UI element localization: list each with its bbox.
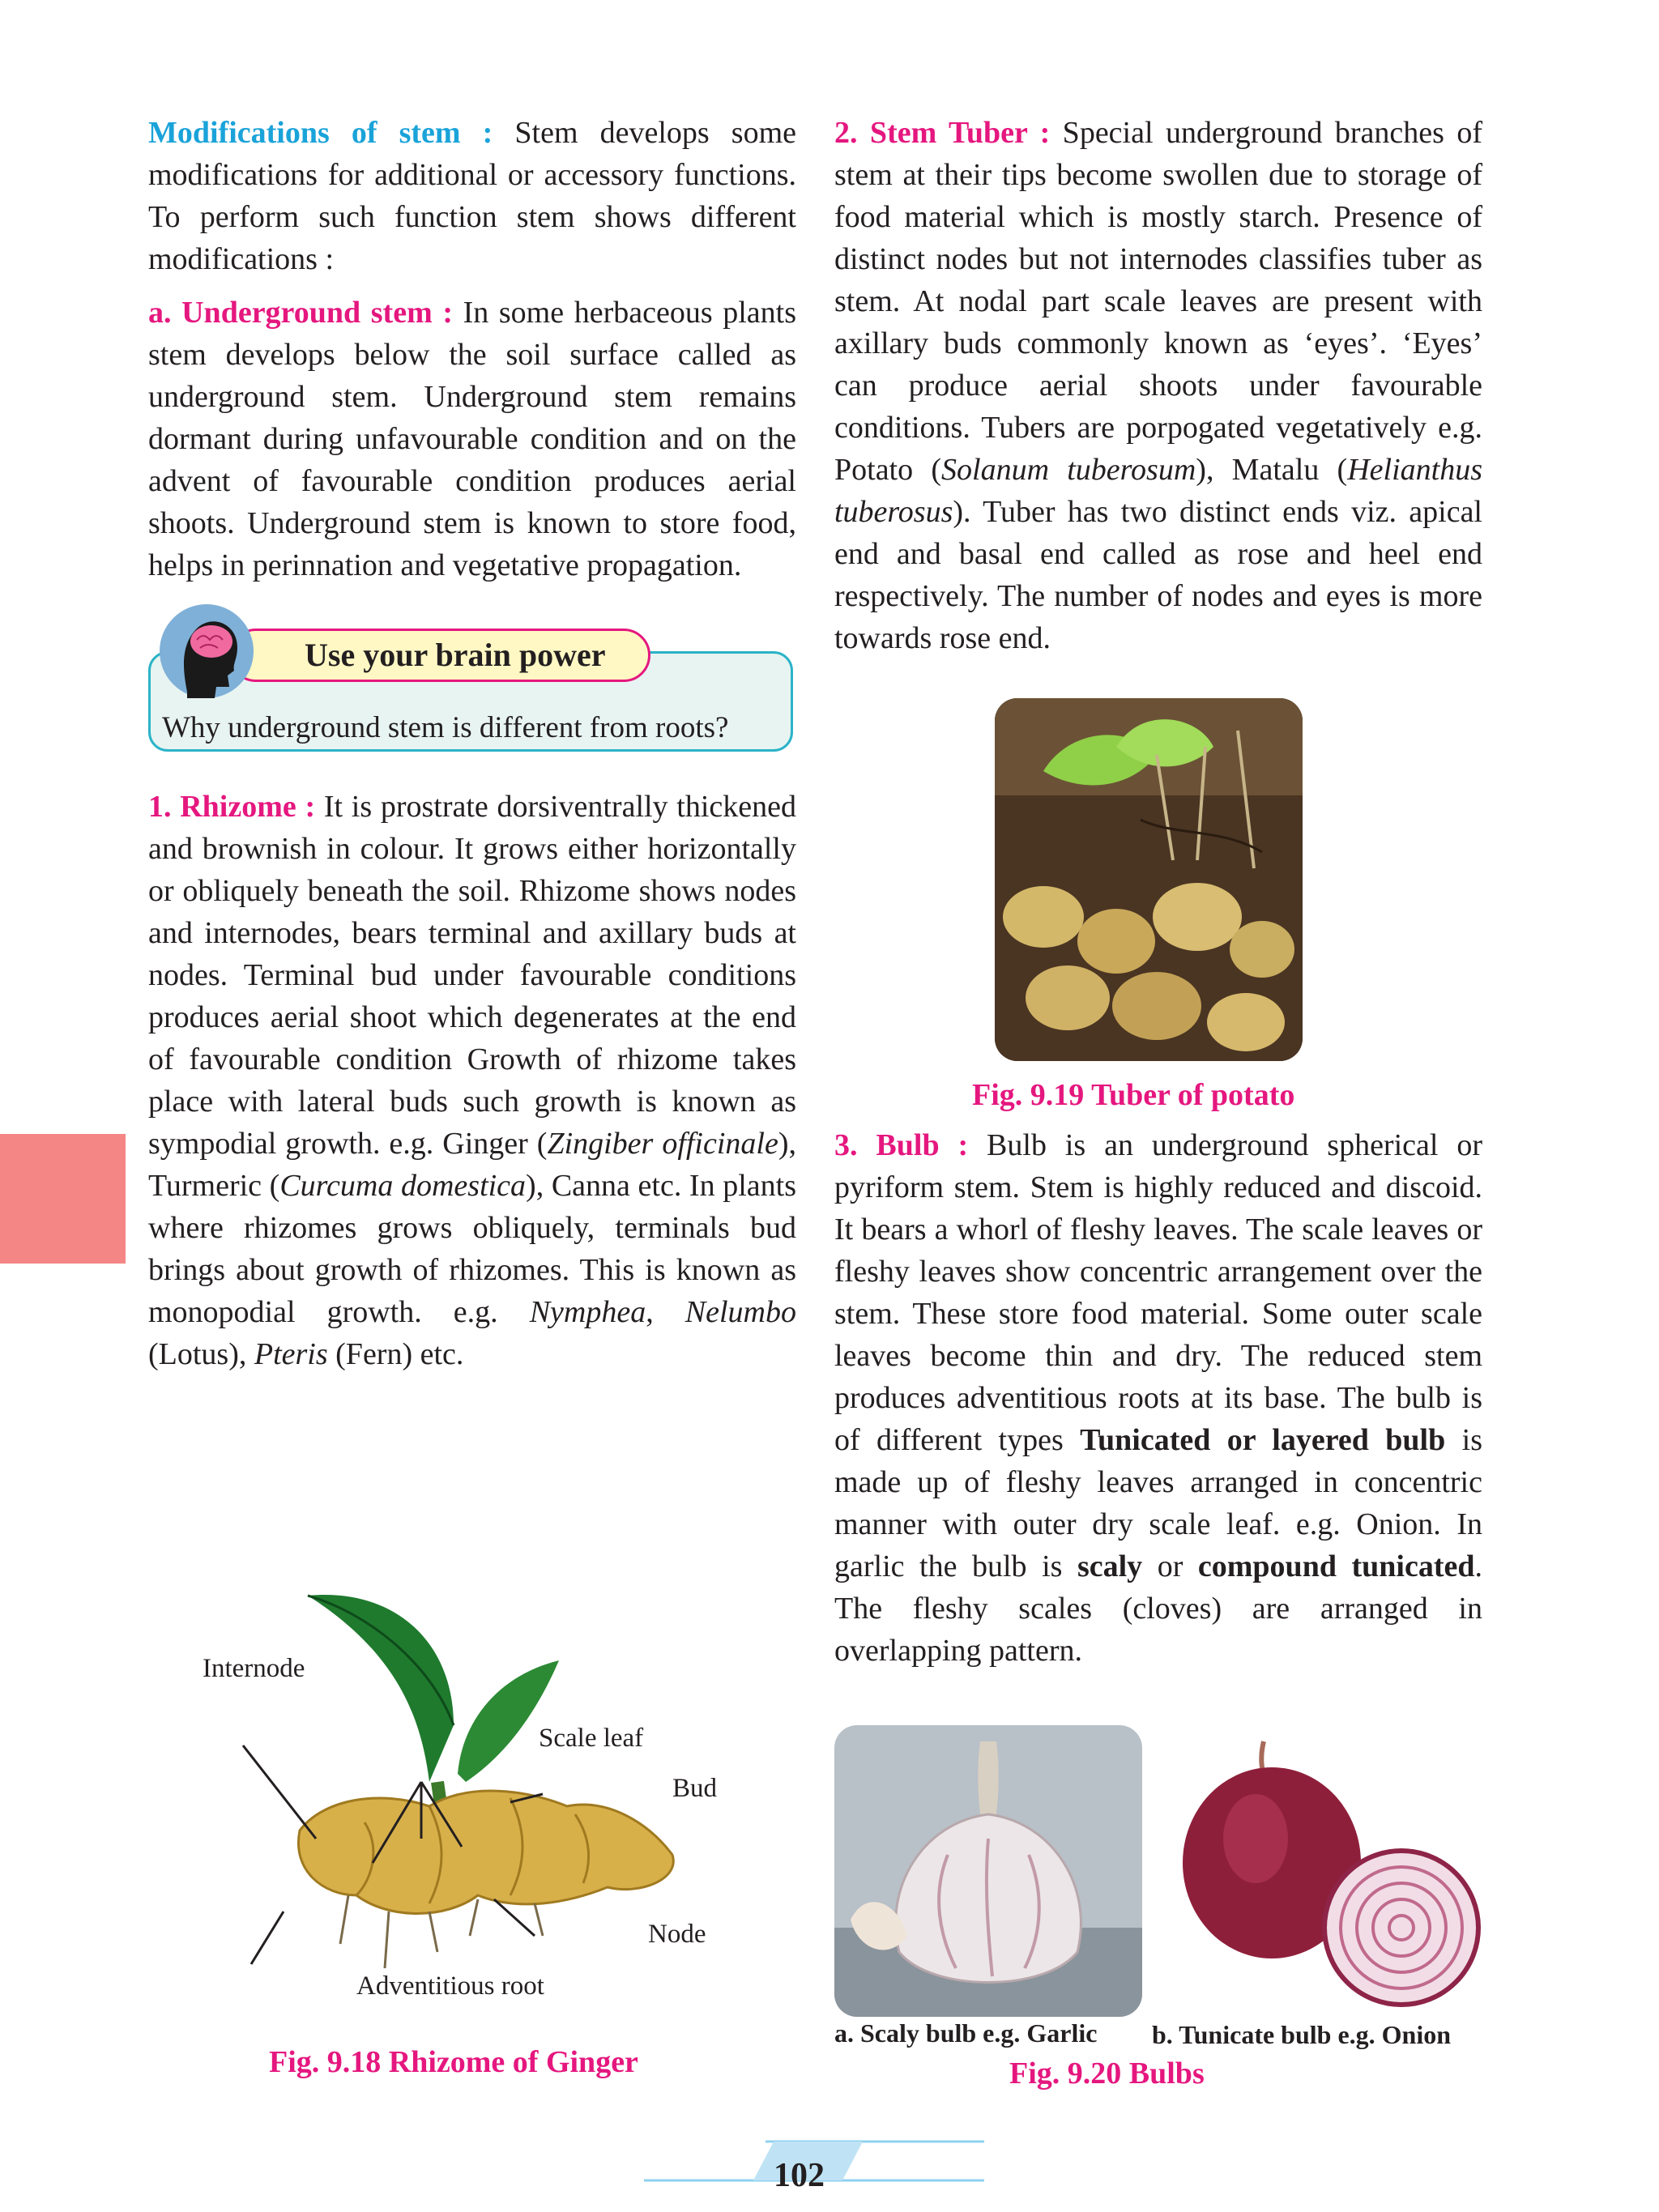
potato-photo: [995, 698, 1303, 1061]
chapter-side-tab: [0, 1134, 126, 1264]
potato-illustration: [995, 698, 1303, 1061]
fig20a-caption: a. Scaly bulb e.g. Garlic: [834, 2018, 1098, 2048]
onion-photo: [1166, 1725, 1482, 2017]
tuber-paragraph: 2. Stem Tuber : Special underground branches of stem at their tips become swollen due to storage of food material which is mostly starch. Presence of distinct nodes but not internodes classifies tuber as stem. At nodal part scale leaves are present with axillary buds commonly known as ‘eyes’. ‘Eyes’ can produce aerial shoots under favourable conditions. Tubers are porpogated vegetatively e.g. Potato (Solanum tuberosum), Matalu (Helianthus tuberosus). Tuber has two distinct ends viz. apical end and basal end called as rose and heel end respectively. The number of nodes and eyes is more towards rose end.: [834, 116, 1483, 655]
modifications-paragraph: Modifications of stem : Stem develops some modifications for additional or accessory functions. To perform such function stem shows different modifications :: [148, 116, 797, 276]
modifications-title: Modifications of stem :: [148, 116, 493, 150]
underground-paragraph: a. Underground stem : In some herbaceous plants stem develops below the soil surface called as underground stem. Underground stem remains dormant during unfavourable condition and on the advent of favourable condition produces aerial shoots. Underground stem is known to store food, helps in perinnation and vegetative propagation.: [148, 296, 797, 582]
garlic-photo: [834, 1725, 1142, 2017]
garlic-illustration: [834, 1725, 1142, 2017]
label-node: Node: [648, 1920, 706, 1949]
rhizome-paragraph: 1. Rhizome : It is prostrate dorsiventrally thickened and brownish in colour. It grows either horizontally or obliquely beneath the soil. Rhizome shows nodes and internodes, bears terminal and axillary buds at nodes. Terminal bud under favourable conditions produces aerial shoot which degenerates at the end of favourable condition Growth of rhizome takes place with lateral buds such growth is known as sympodial growth. e.g. Ginger (Zingiber officinale), Turmeric (Curcuma domestica), Canna etc. In plants where rhizomes grows obliquely, terminals bud brings about growth of rhizomes. This is known as monopodial growth. e.g. Nymphea, Nelumbo (Lotus), Pteris (Fern) etc.: [148, 790, 796, 1371]
label-scale-leaf: Scale leaf: [539, 1724, 644, 1753]
bulb-title: 3. Bulb :: [834, 1128, 969, 1162]
bulb-paragraph: 3. Bulb : Bulb is an underground spherical or pyriform stem. Stem is highly reduced and discoid. It bears a whorl of fleshy leaves. The scale leaves or fleshy leaves show concentric arrangement over the stem. These store food material. Some outer scale leaves become thin and dry. The reduced stem produces adventitious roots at its base. The bulb is of different types Tunicated or layered bulb is made up of fleshy leaves arranged in concentric manner with outer dry scale leaf. e.g. Onion. In garlic the bulb is scaly or compound tunicated. The fleshy scales (cloves) are arranged in overlapping pattern.: [834, 1128, 1482, 1668]
underground-title: a. Underground stem :: [148, 296, 453, 330]
brain-head-icon: [158, 603, 255, 703]
rhizome-title: 1. Rhizome :: [148, 790, 316, 824]
ginger-figure: [186, 1515, 770, 2001]
brain-question: Why underground stem is different from roots?: [162, 711, 729, 744]
label-adventitious-root: Adventitious root: [356, 1971, 544, 2001]
bulb-section: [834, 1124, 1482, 1677]
fig20-caption: Fig. 9.20 Bulbs: [1009, 2056, 1205, 2091]
brain-title: Use your brain power: [229, 629, 650, 682]
tuber-title: 2. Stem Tuber :: [834, 116, 1051, 150]
left-column: [148, 112, 796, 1380]
page-number: 102: [774, 2157, 825, 2194]
fig19-caption: Fig. 9.19 Tuber of potato: [972, 1078, 1295, 1112]
brain-power-box: [148, 603, 796, 773]
right-column: [834, 112, 1482, 664]
label-internode: Internode: [203, 1654, 305, 1683]
fig18-caption: Fig. 9.18 Rhizome of Ginger: [269, 2045, 638, 2079]
label-bud: Bud: [672, 1774, 718, 1803]
onion-illustration: [1166, 1725, 1482, 2017]
fig20b-caption: b. Tunicate bulb e.g. Onion: [1152, 2020, 1452, 2049]
